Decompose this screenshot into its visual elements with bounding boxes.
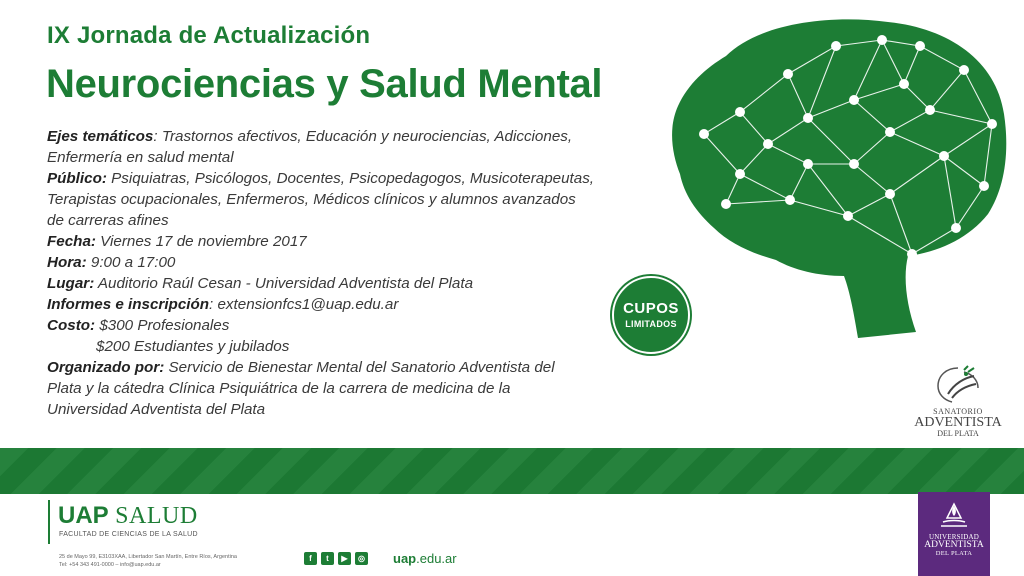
- publico-value: Psiquiatras, Psicólogos, Docentes, Psicopedagogos, Musicoterapeutas,: [106, 170, 595, 187]
- hora-key: Hora:: [47, 254, 87, 271]
- address-line-2: Tel: +54 343 491-0000 – info@uap.edu.ar: [59, 562, 161, 568]
- costo-key: Costo:: [47, 317, 96, 334]
- social-icons: [304, 552, 368, 565]
- badge-line-1: CUPOS: [623, 300, 679, 317]
- sanatorio-line-3: DEL PLATA: [937, 429, 979, 438]
- lugar-key: Lugar:: [47, 275, 95, 292]
- event-title: Neurociencias y Salud Mental: [46, 62, 603, 106]
- youtube-icon[interactable]: ▶: [338, 552, 351, 565]
- publico-key: Público:: [47, 170, 107, 187]
- organizado-line-2: Plata y la cátedra Clínica Psiquiátrica de la carrera de medicina de la: [47, 380, 511, 397]
- informes-key: Informes e inscripción: [47, 296, 210, 313]
- universidad-logo: [918, 492, 990, 576]
- fecha-value: Viernes 17 de noviembre 2017: [95, 233, 307, 250]
- instagram-icon[interactable]: ◎: [355, 552, 368, 565]
- ejes-value: : Trastornos afectivos, Educación y neurociencias, Adicciones,: [153, 128, 573, 145]
- sanatorio-logo: [908, 364, 1008, 438]
- footer-address: [59, 553, 237, 569]
- website-rest: .edu.ar: [416, 551, 457, 566]
- fecha-key: Fecha:: [47, 233, 96, 250]
- website-bold: uap: [393, 551, 417, 566]
- uap-salud-logo: [58, 502, 198, 530]
- organizado-line-3: Universidad Adventista del Plata: [47, 401, 266, 418]
- publico-line: [47, 168, 607, 189]
- ejes-key: Ejes temáticos: [47, 128, 154, 145]
- informes-line: [47, 294, 607, 315]
- uni-line-2: ADVENTISTA: [924, 540, 984, 550]
- badge-line-2: LIMITADOS: [625, 319, 677, 329]
- organizado-line: [47, 357, 607, 378]
- uap-divider: [48, 500, 50, 544]
- uap-brand-bold: UAP: [58, 502, 109, 529]
- uap-brand-rest: SALUD: [108, 503, 198, 529]
- publico-line-3: de carreras afines: [47, 212, 169, 229]
- website-link[interactable]: [393, 551, 457, 566]
- hora-line: [47, 252, 607, 273]
- twitter-icon[interactable]: t: [321, 552, 334, 565]
- ejes-line: [47, 126, 607, 147]
- uap-faculty: FACULTAD DE CIENCIAS DE LA SALUD: [59, 531, 198, 538]
- address-line-1: 25 de Mayo 99, E3103XAA, Libertador San Martín, Entre Ríos, Argentina: [59, 554, 237, 560]
- event-subtitle: IX Jornada de Actualización: [47, 22, 371, 49]
- hora-value: 9:00 a 17:00: [86, 254, 176, 271]
- organizado-value: Servicio de Bienestar Mental del Sanatorio Adventista del: [164, 359, 555, 376]
- uni-line-3: DEL PLATA: [935, 550, 973, 557]
- adventist-flame-icon: [937, 500, 971, 530]
- informes-value[interactable]: : extensionfcs1@uap.edu.ar: [209, 296, 399, 313]
- publico-line-2: Terapistas ocupacionales, Enfermeros, Médicos clínicos y alumnos avanzados: [47, 191, 576, 208]
- facebook-icon[interactable]: f: [304, 552, 317, 565]
- green-band: [0, 448, 1024, 494]
- lugar-value: Auditorio Raúl Cesan - Universidad Adventista del Plata: [94, 275, 474, 292]
- brain-network-icon: [668, 14, 1008, 344]
- sanatorio-line-2: ADVENTISTA: [914, 415, 1002, 430]
- event-details: [47, 126, 607, 420]
- lugar-line: [47, 273, 607, 294]
- band-texture: [0, 448, 1024, 494]
- sanatorio-emblem-icon: [934, 364, 982, 404]
- costo-value: $300 Profesionales: [95, 317, 230, 334]
- sanatorio-line-1: SANATORIO: [933, 407, 983, 416]
- uni-line-1: UNIVERSIDAD: [928, 533, 980, 541]
- costo-line-2: $200 Estudiantes y jubilados: [96, 338, 290, 355]
- cupos-limitados-badge: [612, 276, 690, 354]
- organizado-key: Organizado por:: [47, 359, 165, 376]
- fecha-line: [47, 231, 607, 252]
- costo-line: [47, 315, 607, 336]
- ejes-line-2: Enfermería en salud mental: [47, 149, 234, 166]
